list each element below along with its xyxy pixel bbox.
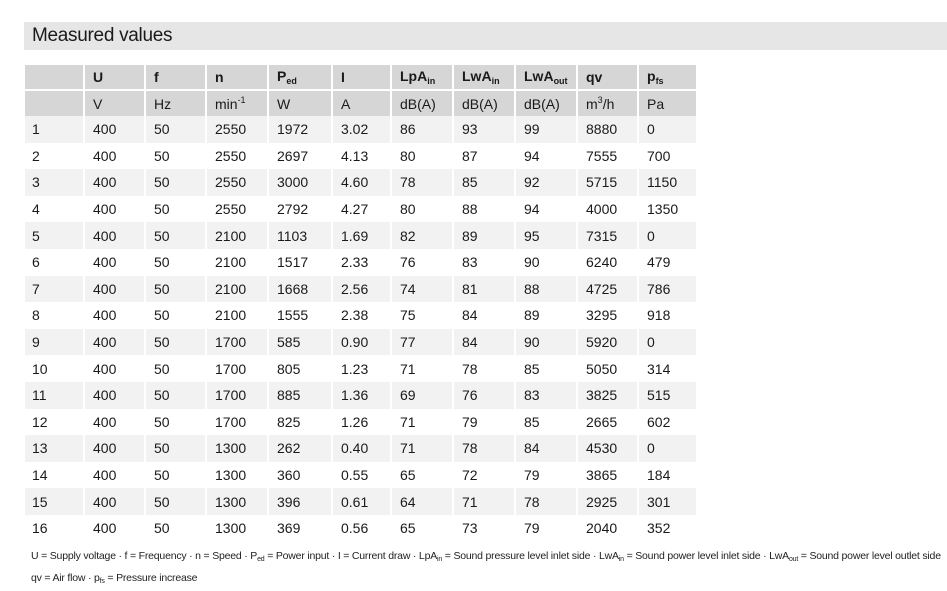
table-cell: 71 bbox=[392, 435, 454, 462]
table-cell: 3000 bbox=[269, 169, 333, 196]
header-unit: Pa bbox=[647, 95, 665, 112]
header-unit-superscript: 3 bbox=[597, 95, 603, 105]
table-row bbox=[25, 249, 696, 276]
table-cell: 81 bbox=[454, 276, 516, 303]
table-cell: 3.02 bbox=[333, 116, 392, 143]
table-cell: 314 bbox=[639, 355, 696, 382]
table-cell: 400 bbox=[85, 488, 146, 515]
table-cell: 88 bbox=[454, 196, 516, 223]
header-unit: min bbox=[215, 96, 238, 112]
table-cell: 78 bbox=[392, 169, 454, 196]
table-cell: 85 bbox=[454, 169, 516, 196]
table-cell: 2697 bbox=[269, 143, 333, 170]
table-cell: 2550 bbox=[207, 143, 269, 170]
table-cell: 400 bbox=[85, 222, 146, 249]
table-cell: 64 bbox=[392, 488, 454, 515]
table-cell: 80 bbox=[392, 143, 454, 170]
table-cell: 515 bbox=[639, 382, 696, 409]
table-row bbox=[25, 302, 696, 329]
table-cell: 4.60 bbox=[333, 169, 392, 196]
table-cell: 69 bbox=[392, 382, 454, 409]
table-cell: 4725 bbox=[578, 276, 639, 303]
header-unit: Hz bbox=[154, 95, 172, 112]
section-header bbox=[24, 22, 947, 50]
table-cell: 4 bbox=[25, 196, 85, 223]
header-unit: A bbox=[341, 95, 351, 112]
table-cell: 400 bbox=[85, 116, 146, 143]
table-cell: 0.56 bbox=[333, 515, 392, 542]
measured-values-table bbox=[25, 65, 696, 542]
table-cell: 93 bbox=[454, 116, 516, 143]
table-cell: 1300 bbox=[207, 462, 269, 489]
section-title: Measured values bbox=[32, 25, 173, 46]
header-unit: W bbox=[277, 95, 291, 112]
table-cell: 5 bbox=[25, 222, 85, 249]
table-cell: 1555 bbox=[269, 302, 333, 329]
table-cell: 86 bbox=[392, 116, 454, 143]
legend-subscript: out bbox=[788, 556, 799, 563]
table-cell: 585 bbox=[269, 329, 333, 356]
header-unit-cell bbox=[207, 91, 269, 116]
header-unit-cell bbox=[269, 91, 333, 116]
table-row bbox=[25, 196, 696, 223]
table-cell: 2.33 bbox=[333, 249, 392, 276]
table-cell: 4000 bbox=[578, 196, 639, 223]
table-cell: 12 bbox=[25, 409, 85, 436]
table-row bbox=[25, 488, 696, 515]
table-cell: 95 bbox=[516, 222, 578, 249]
table-cell: 602 bbox=[639, 409, 696, 436]
table-cell: 77 bbox=[392, 329, 454, 356]
header-symbol-cell bbox=[85, 65, 146, 91]
table-cell: 0.90 bbox=[333, 329, 392, 356]
table-cell: 1972 bbox=[269, 116, 333, 143]
header-symbol-subscript: out bbox=[553, 76, 568, 86]
table-cell: 50 bbox=[146, 382, 207, 409]
table-row bbox=[25, 222, 696, 249]
header-unit: dB(A) bbox=[400, 95, 436, 112]
header-symbol-cell bbox=[578, 65, 639, 91]
table-cell: 0.55 bbox=[333, 462, 392, 489]
table-cell: 2040 bbox=[578, 515, 639, 542]
table-cell: 4530 bbox=[578, 435, 639, 462]
header-symbol-cell bbox=[392, 65, 454, 91]
table-cell: 89 bbox=[454, 222, 516, 249]
table-cell: 400 bbox=[85, 276, 146, 303]
table-cell: 13 bbox=[25, 435, 85, 462]
table-cell: 8 bbox=[25, 302, 85, 329]
table-cell: 50 bbox=[146, 515, 207, 542]
header-unit-cell bbox=[85, 91, 146, 116]
table-cell: 1.26 bbox=[333, 409, 392, 436]
table-cell: 400 bbox=[85, 143, 146, 170]
table-cell: 1.69 bbox=[333, 222, 392, 249]
table-cell: 84 bbox=[516, 435, 578, 462]
table-cell: 90 bbox=[516, 329, 578, 356]
table-cell: 0 bbox=[639, 329, 696, 356]
table-cell: 918 bbox=[639, 302, 696, 329]
table-cell: 8880 bbox=[578, 116, 639, 143]
legend-text: = Sound power level inlet side · LwA bbox=[623, 550, 789, 562]
table-cell: 5920 bbox=[578, 329, 639, 356]
table-cell: 83 bbox=[454, 249, 516, 276]
header-unit-superscript: -1 bbox=[237, 95, 246, 105]
table-cell: 1700 bbox=[207, 329, 269, 356]
legend-line-2 bbox=[31, 569, 941, 591]
table-cell: 80 bbox=[392, 196, 454, 223]
table-cell: 79 bbox=[516, 515, 578, 542]
table-cell: 400 bbox=[85, 302, 146, 329]
table-cell: 78 bbox=[516, 488, 578, 515]
table-cell: 14 bbox=[25, 462, 85, 489]
table-cell: 352 bbox=[639, 515, 696, 542]
table-cell: 75 bbox=[392, 302, 454, 329]
table-cell: 84 bbox=[454, 329, 516, 356]
table-cell: 0.40 bbox=[333, 435, 392, 462]
header-symbol-subscript: in bbox=[427, 76, 436, 86]
header-symbol-cell bbox=[516, 65, 578, 91]
header-unit: dB(A) bbox=[462, 95, 498, 112]
header-unit-cell bbox=[146, 91, 207, 116]
table-cell: 1700 bbox=[207, 409, 269, 436]
header-unit-cell bbox=[392, 91, 454, 116]
table-cell: 87 bbox=[454, 143, 516, 170]
table-cell: 1300 bbox=[207, 515, 269, 542]
table-cell: 50 bbox=[146, 488, 207, 515]
table-cell: 65 bbox=[392, 462, 454, 489]
table-row bbox=[25, 462, 696, 489]
table-cell: 3295 bbox=[578, 302, 639, 329]
header-symbol: P bbox=[277, 68, 287, 84]
table-cell: 700 bbox=[639, 143, 696, 170]
legend-subscript: fs bbox=[99, 578, 105, 585]
table-cell: 0 bbox=[639, 435, 696, 462]
header-symbol-cell bbox=[25, 65, 85, 91]
table-cell: 50 bbox=[146, 409, 207, 436]
header-unit-cell bbox=[516, 91, 578, 116]
legend bbox=[31, 547, 941, 591]
table-cell: 400 bbox=[85, 409, 146, 436]
table-cell: 85 bbox=[516, 355, 578, 382]
table-row bbox=[25, 515, 696, 542]
table-cell: 0 bbox=[639, 222, 696, 249]
table-cell: 1350 bbox=[639, 196, 696, 223]
table-cell: 2550 bbox=[207, 116, 269, 143]
table-cell: 92 bbox=[516, 169, 578, 196]
table-cell: 82 bbox=[392, 222, 454, 249]
table-cell: 65 bbox=[392, 515, 454, 542]
table-cell: 400 bbox=[85, 196, 146, 223]
legend-subscript: in bbox=[437, 556, 443, 563]
legend-text: = Power input · I = Current draw · LpA bbox=[264, 550, 438, 562]
table-cell: 1.36 bbox=[333, 382, 392, 409]
table-cell: 88 bbox=[516, 276, 578, 303]
table-cell: 50 bbox=[146, 276, 207, 303]
header-unit-cell bbox=[639, 91, 696, 116]
table-cell: 786 bbox=[639, 276, 696, 303]
table-cell: 84 bbox=[454, 302, 516, 329]
table-cell: 11 bbox=[25, 382, 85, 409]
table-cell: 5715 bbox=[578, 169, 639, 196]
table-cell: 85 bbox=[516, 409, 578, 436]
table-cell: 1668 bbox=[269, 276, 333, 303]
table-row bbox=[25, 329, 696, 356]
header-symbol: f bbox=[154, 69, 159, 85]
table-cell: 1300 bbox=[207, 435, 269, 462]
table-body bbox=[25, 116, 696, 542]
table-row bbox=[25, 116, 696, 143]
header-unit-suffix: /h bbox=[602, 96, 615, 112]
header-symbol-cell bbox=[454, 65, 516, 91]
table-cell: 3865 bbox=[578, 462, 639, 489]
table-cell: 89 bbox=[516, 302, 578, 329]
table-cell: 2792 bbox=[269, 196, 333, 223]
legend-text: = Pressure increase bbox=[104, 572, 198, 584]
header-unit: m bbox=[586, 96, 598, 112]
table-cell: 1103 bbox=[269, 222, 333, 249]
table-cell: 396 bbox=[269, 488, 333, 515]
table-cell: 50 bbox=[146, 462, 207, 489]
table-cell: 400 bbox=[85, 249, 146, 276]
table-cell: 94 bbox=[516, 143, 578, 170]
table-cell: 2550 bbox=[207, 169, 269, 196]
table-cell: 5050 bbox=[578, 355, 639, 382]
table-cell: 7555 bbox=[578, 143, 639, 170]
header-unit-cell bbox=[454, 91, 516, 116]
header-symbol: LwA bbox=[462, 68, 492, 84]
table-cell: 2100 bbox=[207, 249, 269, 276]
table-cell: 2925 bbox=[578, 488, 639, 515]
table-cell: 71 bbox=[454, 488, 516, 515]
header-symbol: qv bbox=[586, 69, 603, 85]
header-unit: V bbox=[93, 95, 103, 112]
table-cell: 71 bbox=[392, 355, 454, 382]
table-row bbox=[25, 409, 696, 436]
table-cell: 400 bbox=[85, 355, 146, 382]
table-cell: 400 bbox=[85, 169, 146, 196]
table-cell: 0 bbox=[639, 116, 696, 143]
table-cell: 6240 bbox=[578, 249, 639, 276]
table-cell: 2.38 bbox=[333, 302, 392, 329]
table-cell: 3 bbox=[25, 169, 85, 196]
table-cell: 79 bbox=[454, 409, 516, 436]
table-cell: 76 bbox=[392, 249, 454, 276]
table-cell: 74 bbox=[392, 276, 454, 303]
table-row bbox=[25, 355, 696, 382]
table-cell: 50 bbox=[146, 143, 207, 170]
table-cell: 2100 bbox=[207, 222, 269, 249]
table-cell: 4.27 bbox=[333, 196, 392, 223]
table-cell: 805 bbox=[269, 355, 333, 382]
table-cell: 50 bbox=[146, 302, 207, 329]
table-cell: 0.61 bbox=[333, 488, 392, 515]
header-row-symbols bbox=[25, 65, 696, 91]
table-cell: 479 bbox=[639, 249, 696, 276]
table-cell: 1700 bbox=[207, 382, 269, 409]
table-cell: 301 bbox=[639, 488, 696, 515]
table-cell: 2.56 bbox=[333, 276, 392, 303]
table-cell: 16 bbox=[25, 515, 85, 542]
table-row bbox=[25, 382, 696, 409]
table-cell: 83 bbox=[516, 382, 578, 409]
table-cell: 78 bbox=[454, 435, 516, 462]
header-symbol-subscript: fs bbox=[655, 76, 664, 86]
table-cell: 184 bbox=[639, 462, 696, 489]
table-cell: 1517 bbox=[269, 249, 333, 276]
table-cell: 400 bbox=[85, 462, 146, 489]
header-row-units bbox=[25, 91, 696, 116]
table-row bbox=[25, 169, 696, 196]
table-cell: 2100 bbox=[207, 276, 269, 303]
header-unit-cell bbox=[333, 91, 392, 116]
header-symbol-cell bbox=[146, 65, 207, 91]
header-symbol-cell bbox=[269, 65, 333, 91]
table-cell: 1300 bbox=[207, 488, 269, 515]
table-cell: 2 bbox=[25, 143, 85, 170]
table-cell: 369 bbox=[269, 515, 333, 542]
table-cell: 825 bbox=[269, 409, 333, 436]
legend-subscript: ed bbox=[257, 556, 265, 563]
legend-text: qv = Air flow · p bbox=[31, 572, 100, 584]
header-unit-cell bbox=[578, 91, 639, 116]
table-cell: 1 bbox=[25, 116, 85, 143]
table-cell: 885 bbox=[269, 382, 333, 409]
table-cell: 2100 bbox=[207, 302, 269, 329]
table-cell: 6 bbox=[25, 249, 85, 276]
table-cell: 10 bbox=[25, 355, 85, 382]
legend-subscript: in bbox=[618, 556, 624, 563]
header-symbol-cell bbox=[207, 65, 269, 91]
header-symbol: LpA bbox=[400, 68, 428, 84]
header-symbol-subscript: ed bbox=[286, 76, 297, 86]
table-cell: 400 bbox=[85, 382, 146, 409]
table-cell: 3825 bbox=[578, 382, 639, 409]
table-cell: 262 bbox=[269, 435, 333, 462]
table-cell: 50 bbox=[146, 435, 207, 462]
table-cell: 1700 bbox=[207, 355, 269, 382]
header-symbol: U bbox=[93, 69, 104, 85]
table-cell: 400 bbox=[85, 435, 146, 462]
header-symbol-cell bbox=[333, 65, 392, 91]
table-cell: 50 bbox=[146, 116, 207, 143]
table-cell: 71 bbox=[392, 409, 454, 436]
table-cell: 7315 bbox=[578, 222, 639, 249]
table-cell: 50 bbox=[146, 222, 207, 249]
legend-text: = Sound pressure level inlet side · LwA bbox=[442, 550, 619, 562]
table-cell: 50 bbox=[146, 249, 207, 276]
table-row bbox=[25, 143, 696, 170]
table-cell: 400 bbox=[85, 329, 146, 356]
table-cell: 9 bbox=[25, 329, 85, 356]
table-cell: 2550 bbox=[207, 196, 269, 223]
legend-text: U = Supply voltage · f = Frequency · n = Speed · P bbox=[31, 550, 258, 562]
header-symbol: I bbox=[341, 69, 345, 85]
legend-line-1 bbox=[31, 547, 941, 569]
table-cell: 50 bbox=[146, 355, 207, 382]
table-cell: 1150 bbox=[639, 169, 696, 196]
header-symbol: p bbox=[647, 68, 656, 84]
table-cell: 1.23 bbox=[333, 355, 392, 382]
table-row bbox=[25, 435, 696, 462]
table-cell: 50 bbox=[146, 169, 207, 196]
table-cell: 94 bbox=[516, 196, 578, 223]
table-cell: 72 bbox=[454, 462, 516, 489]
header-unit-cell bbox=[25, 91, 85, 116]
table-cell: 400 bbox=[85, 515, 146, 542]
table-cell: 73 bbox=[454, 515, 516, 542]
legend-text: = Sound power level outlet side bbox=[798, 550, 941, 562]
table-cell: 15 bbox=[25, 488, 85, 515]
table-row bbox=[25, 276, 696, 303]
table-cell: 360 bbox=[269, 462, 333, 489]
table-cell: 7 bbox=[25, 276, 85, 303]
table-cell: 99 bbox=[516, 116, 578, 143]
header-symbol-subscript: in bbox=[491, 76, 500, 86]
table-cell: 4.13 bbox=[333, 143, 392, 170]
table-cell: 78 bbox=[454, 355, 516, 382]
header-unit: dB(A) bbox=[524, 95, 560, 112]
table-cell: 79 bbox=[516, 462, 578, 489]
header-symbol: n bbox=[215, 69, 224, 85]
table-cell: 50 bbox=[146, 329, 207, 356]
header-symbol-cell bbox=[639, 65, 696, 91]
table-cell: 2665 bbox=[578, 409, 639, 436]
header-symbol: LwA bbox=[524, 68, 554, 84]
table-cell: 90 bbox=[516, 249, 578, 276]
table-cell: 50 bbox=[146, 196, 207, 223]
table-cell: 76 bbox=[454, 382, 516, 409]
